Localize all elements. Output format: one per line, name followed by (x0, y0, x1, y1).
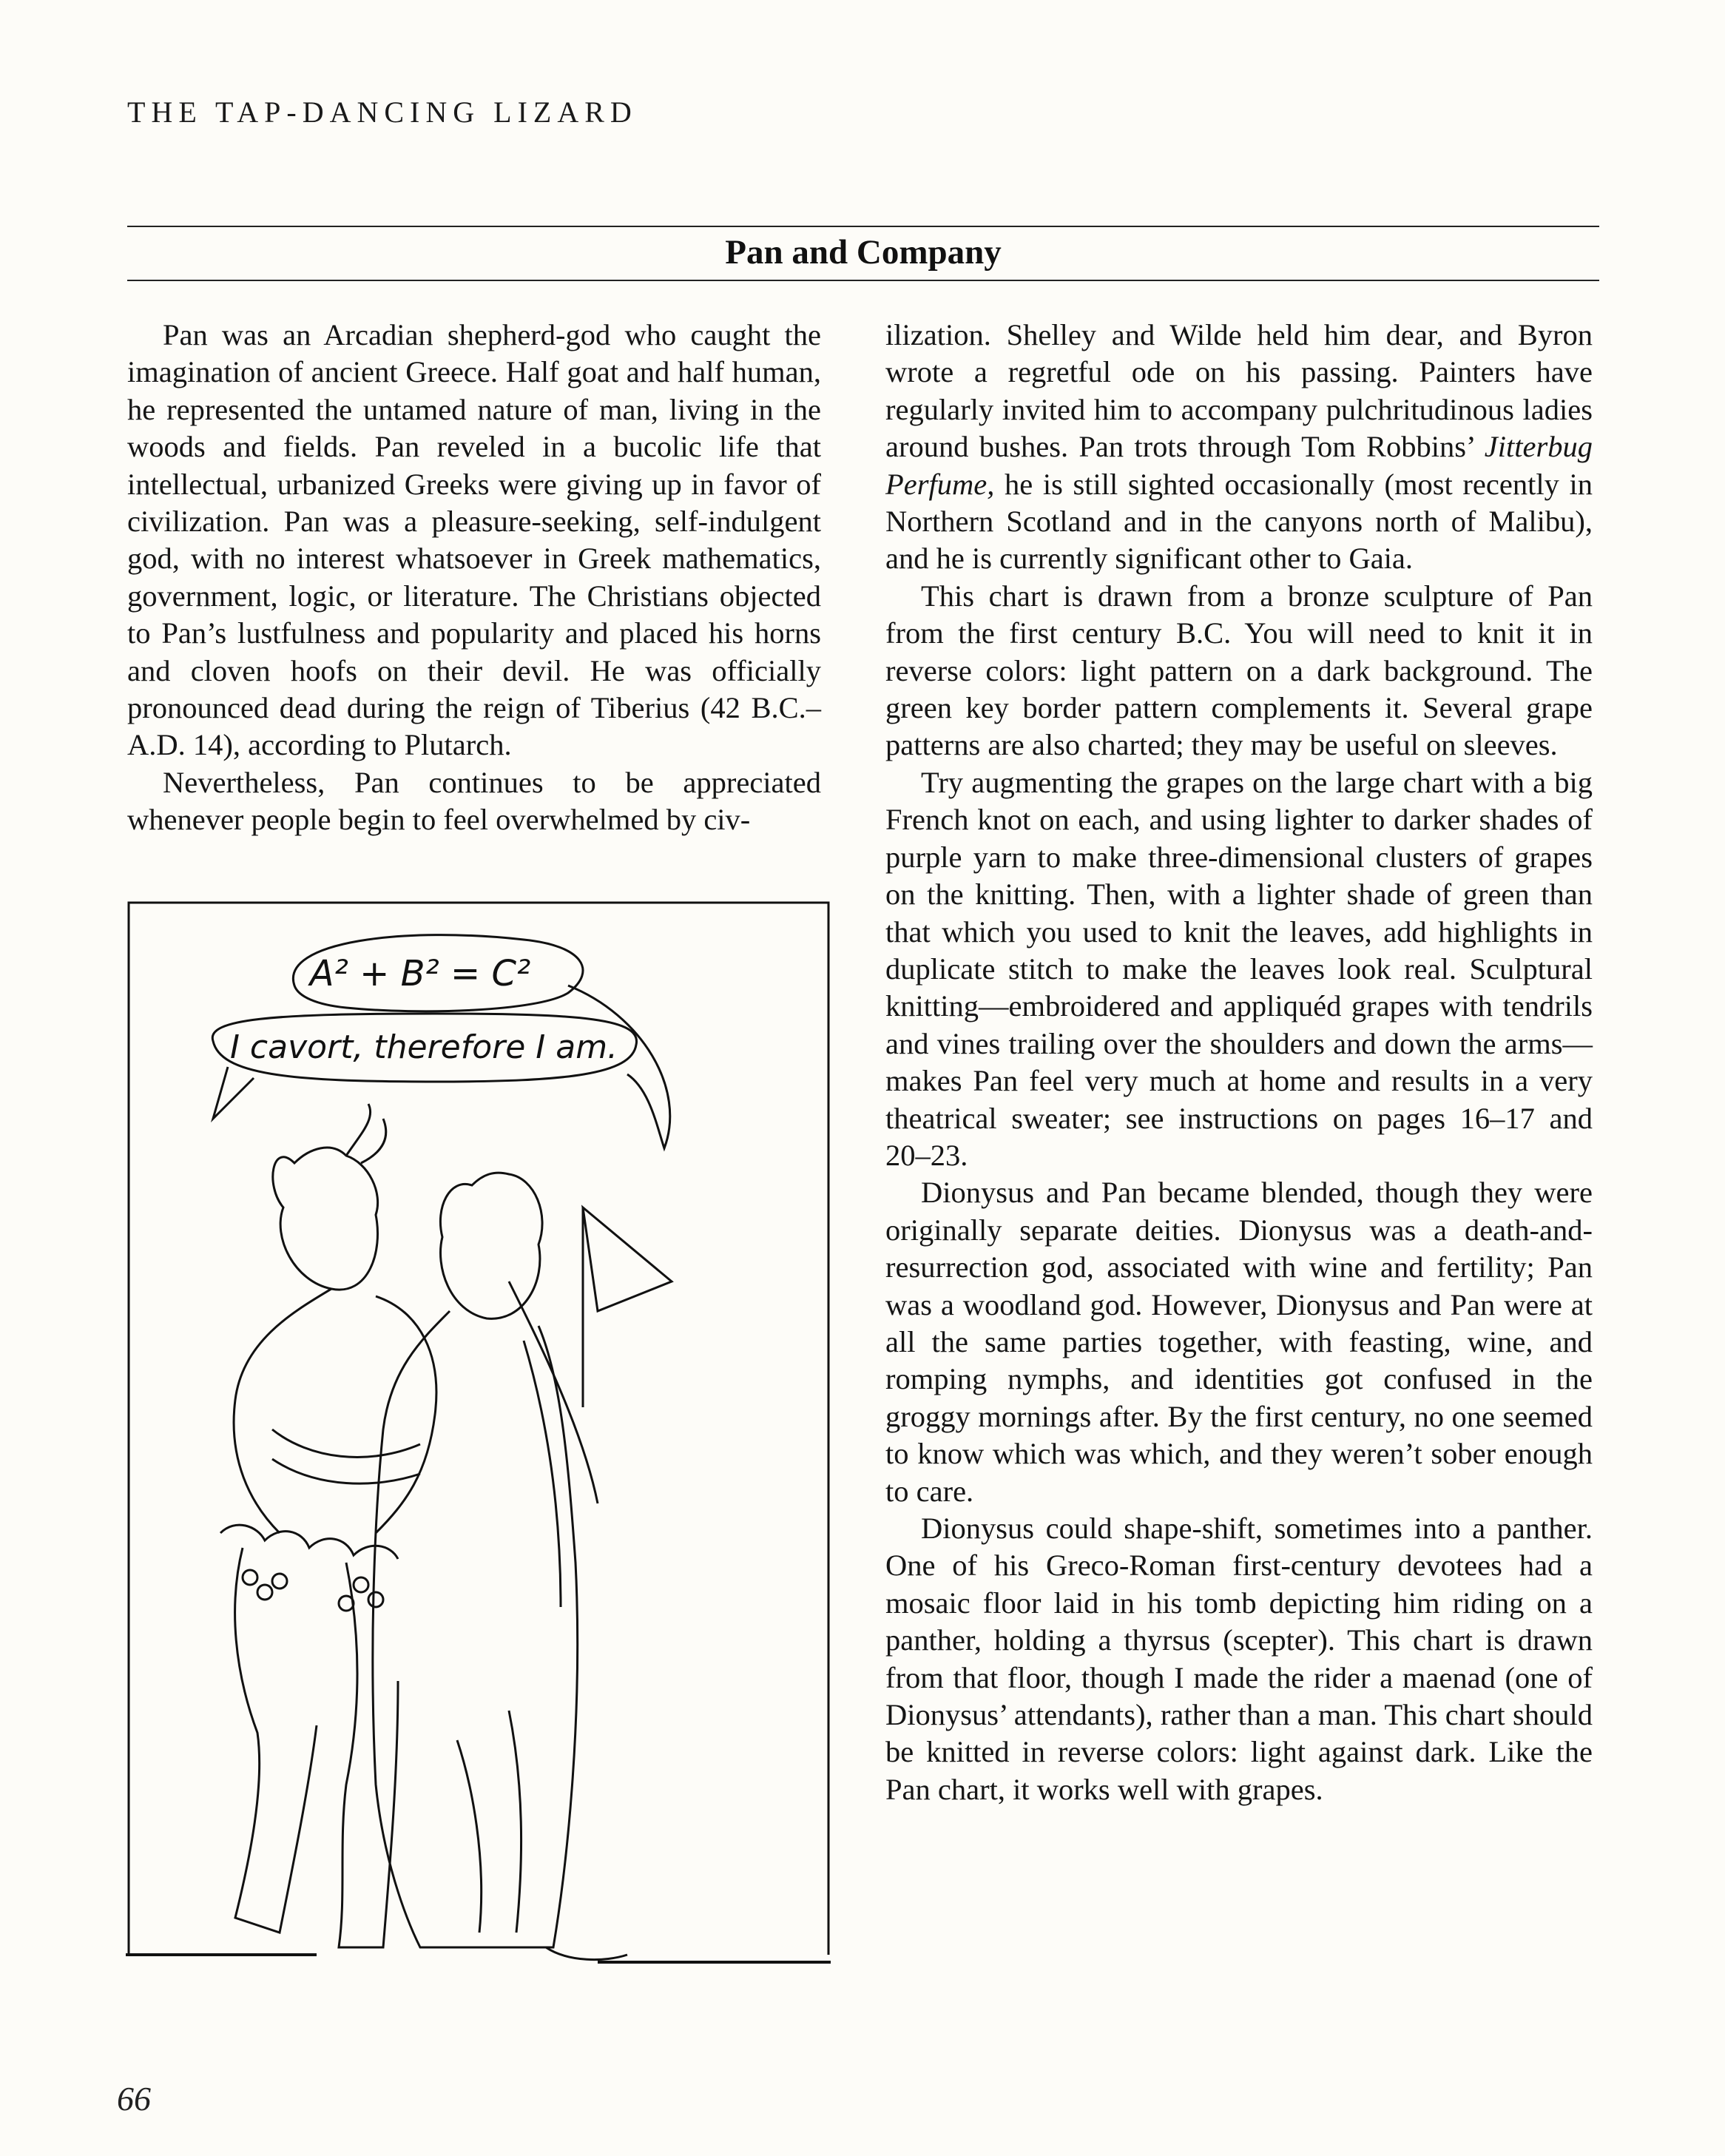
paragraph: Dionysus could shape-shift, sometimes into a panther. One of his Greco-Roman first-century devotees had a mosaic floor laid in his tomb depicting him riding on a panther, holding a thyrsus (scepter). This chart is drawn from that floor, though I made the rider a maenad (one of Dionysus’ attendants), rather than a man. This chart should be knitted in reverse colors: light against dark. Like the Pan chart, it works well with grapes. (885, 1512, 1593, 1806)
paragraph: Pan was an Arcadian shepherd-god who caught the imagination of ancient Greece. Half goat and half human, he represented the untamed nature of man, living in the woods and fields. Pan reveled in a bucolic life that intellectual, urbanized Greeks were giving up in favor of civilization. Pan was a pleasure-seeking, self-indulgent god, with no interest whatsoever in Greek mathematics, government, logic, or literature. The Christians objected to Pan’s lustfulness and popularity and placed his horns and cloven hoofs on their devil. He was officially pronounced dead during the reign of Tiberius (42 B.C.–A.D. 14), according to Plutarch. (127, 318, 821, 762)
paragraph: Try augmenting the grapes on the large chart with a big French knot on each, and using lighter to darker shades of purple yarn to make three-dimensional clusters of grapes on the knitting. Then, with a lighter shade of green than that which you used to knit the leaves, add highlights in duplicate stitch to make the leaves look real. Sculptural knitting—embroidered and appliquéd grapes with tendrils and vines trailing over the shoulders and down the arms—makes Pan feel very much at home and results in a very theatrical sweater; see instructions on pages 16–17 and 20–23. (885, 765, 1593, 1172)
book-title: Jitterbug Perfume, (885, 430, 1593, 501)
panel-ground (126, 1955, 831, 1962)
paragraph: Nevertheless, Pan continues to be appreciated whenever people begin to feel overwhelmed by civ- (127, 765, 821, 837)
pan-figure-drawing (220, 1104, 436, 1947)
paragraph: This chart is drawn from a bronze sculpture of Pan from the first century B.C. You will need to knit it in reverse colors: light pattern on a dark background. The green key border pattern complements it. Several grape patterns are also charted; they may be useful on sleeves. (885, 579, 1593, 762)
era-abbreviation: B.C.–A.D. (127, 691, 821, 762)
left-column (127, 317, 821, 839)
sidebar-title: Pan and Company (725, 233, 1002, 272)
philosopher-figure-drawing (373, 1173, 672, 1959)
paragraph: ilization. Shelley and Wilde held him dear, and Byron wrote a regretful ode on his passing. Painters have regularly invited him to accompany pulchritudinous ladies around bushes. Pan trots through Tom Robbins’ Jitterbug Perfume, he is still sighted occasionally (most recently in Northern Scotland and in the canyons north of Malibu), and he is currently significant other to Gaia. (885, 318, 1593, 576)
speech-bubble-1-tail (568, 986, 670, 1148)
bubble-2-text: I cavort, therefore I am. (229, 1028, 618, 1066)
page-number: 66 (117, 2080, 151, 2118)
paragraph: Dionysus and Pan became blended, though they were originally separate deities. Dionysus was a death-and-resurrection god, associated with wine and fertility; Pan was a woodland god. However, Dionysus and Pan were at all the same parties together, with feasting, wine, and romping nymphs, and identities got confused in the groggy mornings after. By the first century, no one seemed to know which was which, and they weren’t sober enough to care. (885, 1176, 1593, 1508)
bubble-1-text: A² + B² = C² (309, 953, 531, 994)
title-rule-bottom (127, 280, 1599, 281)
speech-bubble-2-tail (213, 1067, 254, 1119)
title-rule-top (127, 226, 1599, 227)
right-column (885, 317, 1593, 1808)
cartoon-illustration (124, 897, 831, 2001)
running-head: THE TAP-DANCING LIZARD (127, 95, 638, 129)
triangle-drawing (583, 1207, 672, 1311)
